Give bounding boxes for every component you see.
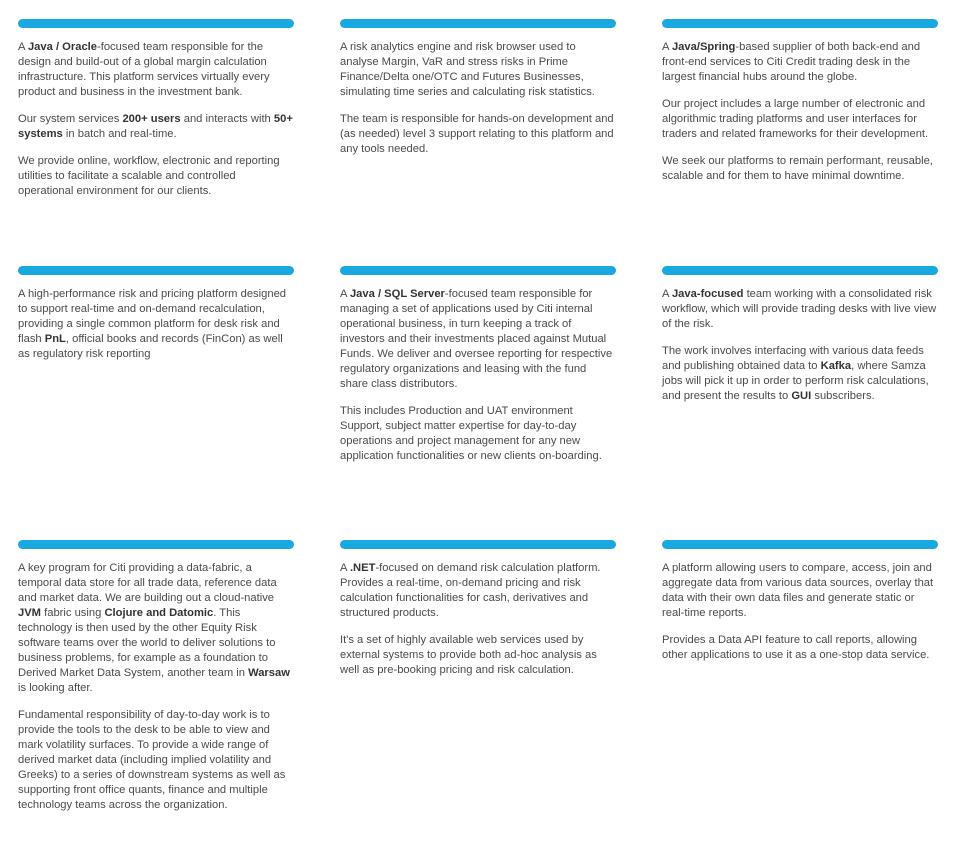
- card-body: [340, 287, 616, 464]
- text-run: A key program for Citi providing a data-fabric, a temporal data store for all trade data, reference data and market data. We are building out a cloud-native: [18, 562, 277, 604]
- highlighted-term: GUI: [791, 390, 812, 402]
- accent-bar: [662, 19, 938, 28]
- text-run: A risk analytics engine and risk browser used to analyse Margin, VaR and stress risks in Prime Finance/Delta one/OTC and Futures Businesses, simulating time series and calculating risk statistics.: [340, 41, 595, 98]
- accent-bar: [340, 266, 616, 275]
- team-card: [340, 19, 616, 169]
- card-paragraph: [662, 561, 938, 621]
- text-run: -focused team responsible for managing a set of applications used by Citi internal operational business, in turn keeping a track of investors and their investments placed against Mutual Funds. We deliver and oversee reporting for respective regulatory organizations and leasing with the fund share class distributors.: [340, 288, 613, 390]
- accent-bar: [662, 266, 938, 275]
- text-run: Fundamental responsibility of day-to-day work is to provide the tools to the desk to be able to view and mark volatility surfaces. To provide a wide range of derived market data (including implied volatility and Greeks) to a series of downstream systems as well as supporting front office quants, finance and multiple technology teams across the organization.: [18, 709, 286, 811]
- text-run: We seek our platforms to remain performant, reusable, scalable and for them to have minimal downtime.: [662, 155, 933, 182]
- team-card: [18, 266, 294, 374]
- card-paragraph: [662, 287, 938, 332]
- text-run: A: [18, 41, 28, 53]
- accent-bar: [340, 540, 616, 549]
- card-paragraph: [18, 287, 294, 362]
- card-body: [18, 561, 294, 813]
- highlighted-term: Java / SQL Server: [349, 288, 445, 300]
- highlighted-term: 50+ systems: [18, 113, 293, 140]
- team-card: [18, 540, 294, 825]
- text-run: A: [662, 288, 672, 300]
- highlighted-term: Java / Oracle: [27, 41, 97, 53]
- team-card: [340, 540, 616, 690]
- highlighted-term: Warsaw: [248, 667, 290, 679]
- text-run: and interacts with: [180, 113, 274, 125]
- highlighted-term: Kafka: [820, 360, 852, 372]
- text-run: This includes Production and UAT environment Support, subject matter expertise for day-to-day operations and project management for any new application functionalities or new clients on-boarding.: [340, 405, 602, 462]
- card-body: [662, 287, 938, 404]
- text-run: We provide online, workflow, electronic and reporting utilities to facilitate a scalable and controlled operational environment for our clients.: [18, 155, 280, 197]
- team-card: [662, 19, 938, 196]
- text-run: A platform allowing users to compare, access, join and aggregate data from various data sources, overlay that data with their own data files and generate static or real-time reports.: [662, 562, 934, 619]
- card-body: [18, 287, 294, 362]
- card-paragraph: [662, 97, 938, 142]
- highlighted-term: Java-focused: [671, 288, 744, 300]
- accent-bar: [18, 540, 294, 549]
- text-run: , official books and records (FinCon) as well as regulatory risk reporting: [18, 333, 283, 360]
- card-body: [340, 561, 616, 678]
- text-run: A high-performance risk and pricing platform designed to support real-time and on-demand recalculation, providing a single common platform for desk risk and flash: [18, 288, 287, 345]
- card-paragraph: [340, 287, 616, 392]
- text-run: fabric using: [41, 607, 105, 619]
- text-run: The team is responsible for hands-on development and (as needed) level 3 support relating to this platform and any tools needed.: [340, 113, 614, 155]
- card-paragraph: [340, 40, 616, 100]
- accent-bar: [18, 19, 294, 28]
- accent-bar: [662, 540, 938, 549]
- text-run: The work involves interfacing with various data feeds and publishing obtained data to: [662, 345, 924, 372]
- text-run: It's a set of highly available web services used by external systems to provide both ad-hoc analysis as well as pre-booking pricing and risk calculation.: [340, 634, 597, 676]
- highlighted-term: Java/Spring: [671, 41, 736, 53]
- accent-bar: [340, 19, 616, 28]
- text-run: Our system services: [18, 113, 123, 125]
- highlighted-term: .NET: [349, 562, 376, 574]
- highlighted-term: JVM: [18, 607, 42, 619]
- text-run: Provides a Data API feature to call reports, allowing other applications to use it as a one-stop data service.: [662, 634, 930, 661]
- card-paragraph: [340, 561, 616, 621]
- highlighted-term: Clojure and Datomic: [104, 607, 214, 619]
- card-paragraph: [340, 633, 616, 678]
- card-paragraph: [662, 40, 938, 85]
- team-card: [662, 540, 938, 675]
- card-paragraph: [18, 561, 294, 696]
- highlighted-term: PnL: [44, 333, 66, 345]
- card-body: [662, 40, 938, 184]
- text-run: subscribers.: [811, 390, 875, 402]
- text-run: team working with a consolidated risk workflow, which will provide trading desks with live view of the risk.: [662, 288, 937, 330]
- card-paragraph: [662, 344, 938, 404]
- text-run: is looking after.: [18, 682, 93, 694]
- team-card: [18, 19, 294, 211]
- text-run: . This technology is then used by the other Equity Risk software teams over the world to deliver solutions to business problems, for example as a foundation to Derived Market Data System, another team in: [18, 607, 276, 679]
- card-paragraph: [662, 633, 938, 663]
- text-run: -based supplier of both back-end and front-end services to Citi Credit trading desk in the largest financial hubs around the globe.: [662, 41, 921, 83]
- team-card: [662, 266, 938, 416]
- text-run: -focused team responsible for the design and build-out of a global margin calculation infrastructure. This platform services virtually every product and business in the investment bank.: [18, 41, 270, 98]
- card-paragraph: [18, 154, 294, 199]
- card-paragraph: [662, 154, 938, 184]
- card-paragraph: [18, 708, 294, 813]
- card-paragraph: [340, 404, 616, 464]
- text-run: Our project includes a large number of electronic and algorithmic trading platforms and user interfaces for traders and related frameworks for their development.: [662, 98, 929, 140]
- text-run: A: [340, 562, 350, 574]
- card-paragraph: [18, 112, 294, 142]
- text-run: A: [340, 288, 350, 300]
- text-run: A: [662, 41, 672, 53]
- card-paragraph: [18, 40, 294, 100]
- card-body: [662, 561, 938, 663]
- text-run: in batch and real-time.: [62, 128, 177, 140]
- team-card: [340, 266, 616, 476]
- highlighted-term: 200+ users: [122, 113, 181, 125]
- card-paragraph: [340, 112, 616, 157]
- card-body: [340, 40, 616, 157]
- card-body: [18, 40, 294, 199]
- accent-bar: [18, 266, 294, 275]
- text-run: -focused on demand risk calculation platform. Provides a real-time, on-demand pricing and risk calculation functionalities for cash, derivatives and structured products.: [340, 562, 601, 619]
- text-run: , where Samza jobs will pick it up in order to perform risk calculations, and present the results to: [662, 360, 929, 402]
